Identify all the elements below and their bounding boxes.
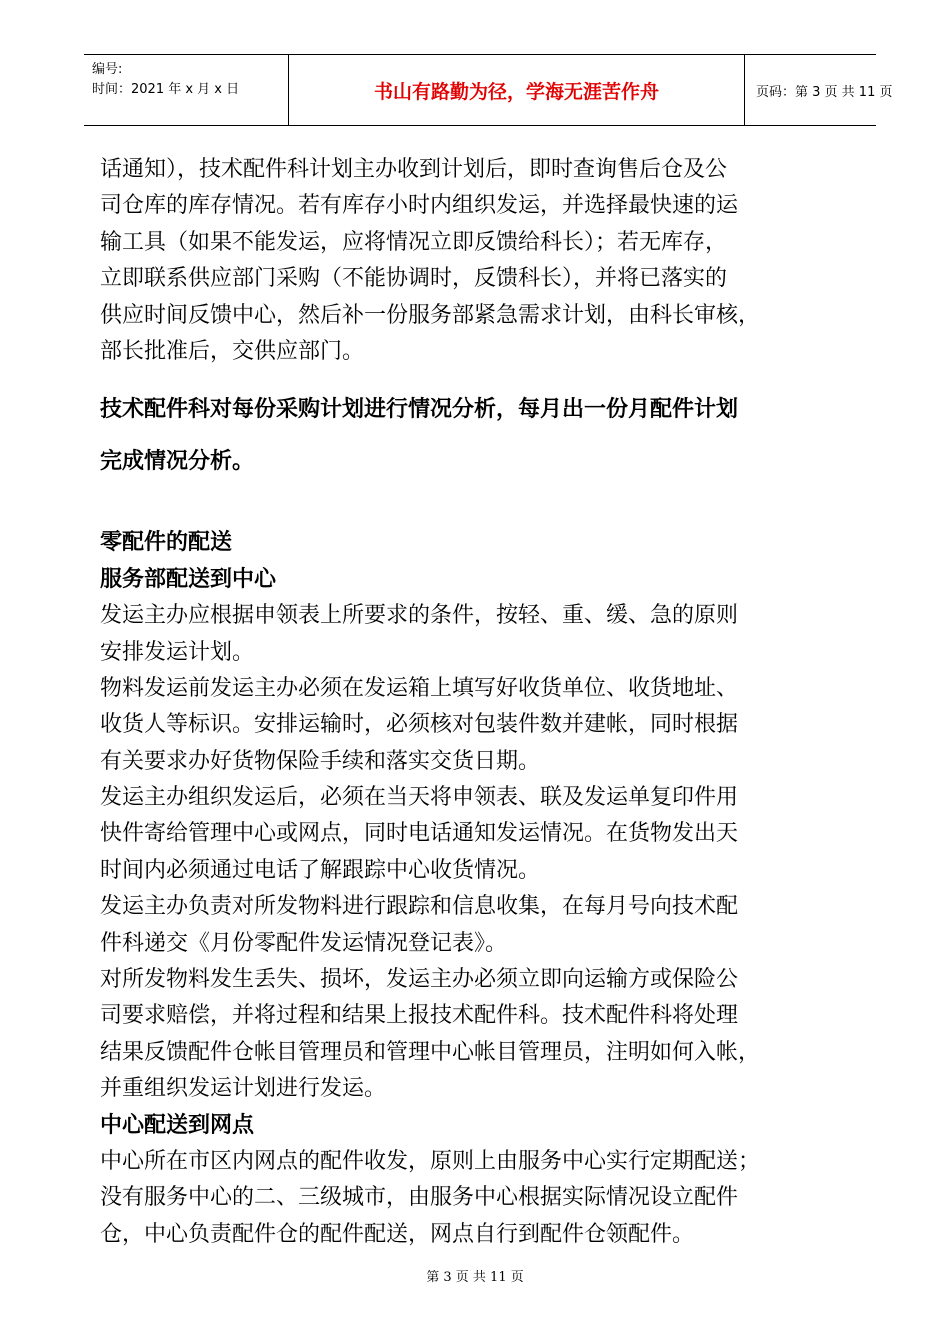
- text-line: 司要求赔偿，并将过程和结果上报技术配件科。技术配件科将处理: [100, 1003, 739, 1029]
- page-footer: 第 3 页 共 11 页: [426, 1270, 524, 1285]
- paragraph-analysis: [100, 384, 885, 488]
- text-line: 发运主办负责对所发物料进行跟踪和信息收集，在每月号向技术配: [100, 894, 739, 920]
- text-line: 话通知），技术配件科计划主办收到计划后，即时查询售后仓及公: [100, 157, 728, 182]
- text-line: 安排发运计划。: [100, 639, 255, 665]
- text-line: 供应时间反馈中心，然后补一份服务部紧急需求计划，由科长审核，: [100, 302, 761, 328]
- text-line: 发运主办组织发运后，必须在当天将申领表、联及发运单复印件用: [100, 785, 739, 811]
- text-line: 并重组织发运计划进行发运。: [100, 1076, 387, 1102]
- text-line: 结果反馈配件仓帐目管理员和管理中心帐目管理员，注明如何入帐，: [100, 1039, 761, 1065]
- text-line: 立即联系供应部门采购（不能协调时，反馈科长），并将已落实的: [100, 266, 728, 292]
- paragraph-urgent-plan: [100, 152, 885, 370]
- text-line: 件科递交《月份零配件发运情况登记表》。: [100, 930, 508, 956]
- document-body: [100, 152, 885, 1253]
- text-line: 输工具（如果不能发运，应将情况立即反馈给科长）；若无库存，: [100, 229, 728, 255]
- text-line: 收货人等标识。安排运输时，必须核对包装件数并建帐，同时根据: [100, 712, 739, 738]
- text-line: 部长批准后，交供应部门。: [100, 338, 365, 364]
- text-line: 发运主办应根据申领表上所要求的条件，按轻、重、缓、急的原则: [100, 603, 739, 629]
- text-line: 没有服务中心的二、三级城市，由服务中心根据实际情况设立配件: [100, 1185, 739, 1211]
- paragraph-center-delivery: [100, 1144, 885, 1253]
- section-heading-center-to-outlet: 中心配送到网点: [100, 1112, 255, 1138]
- time-label: 时间：2021 年 x 月 x 日: [92, 82, 240, 97]
- text-line: 中心所在市区内网点的配件收发，原则上由服务中心实行定期配送；: [100, 1148, 761, 1174]
- text-line: 快件寄给管理中心或网点，同时电话通知发运情况。在货物发出天: [100, 821, 739, 847]
- section-heading-parts-delivery: 零配件的配送: [100, 530, 233, 556]
- header-page-info: 页码：第 3 页 共 11 页: [756, 84, 893, 100]
- bold-text-line: 完成情况分析。: [100, 449, 255, 475]
- text-line: 对所发物料发生丢失、损坏，发运主办必须立即向运输方或保险公: [100, 967, 739, 993]
- text-line: 时间内必须通过电话了解跟踪中心收货情况。: [100, 857, 541, 883]
- paragraph-shipping-rules: [100, 598, 885, 1107]
- header-motto: 书山有路勤为径，学海无涯苦作舟: [288, 55, 745, 125]
- text-line: 仓，中心负责配件仓的配件配送，网点自行到配件仓领配件。: [100, 1221, 695, 1247]
- text-line: 物料发运前发运主办必须在发运箱上填写好收货单位、收货地址、: [100, 675, 739, 701]
- text-line: 有关要求办好货物保险手续和落实交货日期。: [100, 748, 541, 774]
- header-meta: [92, 60, 287, 100]
- number-label: 编号:: [92, 62, 123, 77]
- section-heading-service-to-center: 服务部配送到中心: [100, 566, 277, 592]
- document-header: [84, 54, 893, 126]
- bold-text-line: 技术配件科对每份采购计划进行情况分析，每月出一份月配件计划: [100, 397, 739, 423]
- text-line: 司仓库的库存情况。若有库存小时内组织发运，并选择最快速的运: [100, 193, 739, 219]
